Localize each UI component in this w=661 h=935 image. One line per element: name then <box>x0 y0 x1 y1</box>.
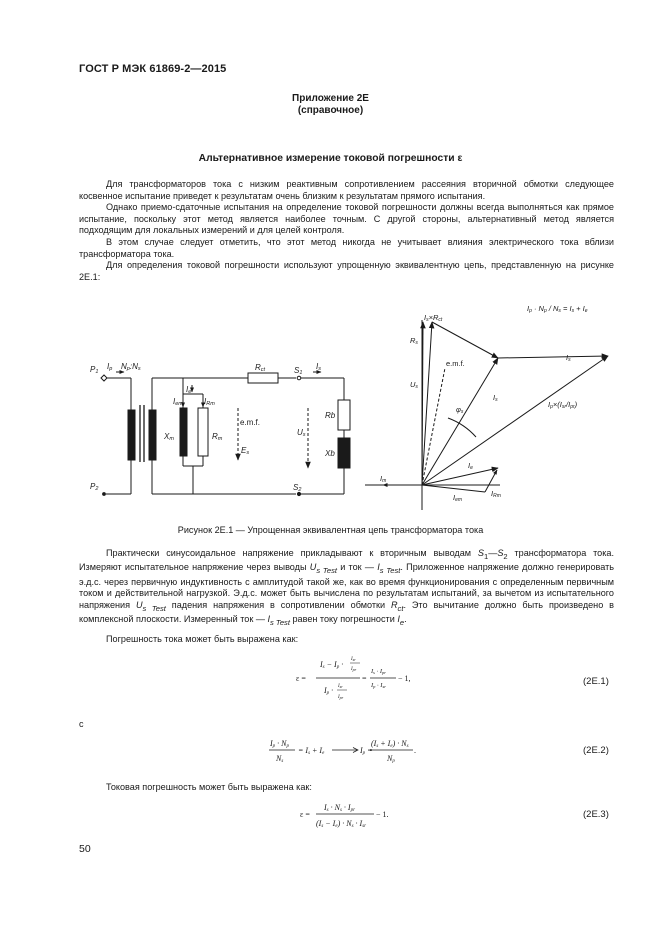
label-emf: e.m.f. <box>240 418 261 427</box>
vector-label-rs: Rs <box>410 336 418 346</box>
intro-paragraph-2: Однако приемо-сдаточные испытания на определение токовой погрешности должны всегда выполняться как прямое испытание, поскольку этот метод является наиболее точным. С другой стороны, альтернативный метод является подходящим для локальных измерений и для целей контроля. <box>79 202 614 236</box>
page-number: 50 <box>79 843 91 855</box>
equation-2e2-number: (2Е.2) <box>583 745 609 756</box>
terminal-s1-icon <box>297 376 301 380</box>
label-ip: Ip <box>107 362 113 372</box>
equation-2e3-number: (2Е.3) <box>583 809 609 820</box>
body-paragraph-6: Погрешность тока может быть выражена как: <box>106 634 299 644</box>
annex-type: (справочное) <box>297 105 364 116</box>
label-s1: S1 <box>294 366 303 376</box>
label-rb: Rb <box>325 411 336 420</box>
svg-text:(Is + Ie) · Ns: (Is + Ie) · Ns <box>371 739 409 749</box>
resistor-rct <box>248 373 278 383</box>
intro-paragraph-4: Для определения токовой погрешности используют упрощенную эквивалентную цепь, представленную на рисунке 2Е.1: <box>79 260 614 282</box>
svg-text:Is · Ipr: Is · Ipr <box>371 668 386 675</box>
svg-text:Ipr: $I_{pr}$ <box>338 695 344 700</box>
magnetizing-reactance-xm <box>180 408 187 456</box>
label-xm: Xm <box>164 432 174 442</box>
document-header: ГОСТ Р МЭК 61869-2—2015 <box>79 63 227 75</box>
section-heading: Альтернативное измерение токовой погрешности ε <box>198 153 463 164</box>
terminal-p2-icon <box>103 493 106 496</box>
vector-formula: Ip · Np / Ns = Is + Ie <box>527 304 588 314</box>
label-es: Es <box>241 446 250 456</box>
vector-label-ie: Ie <box>468 461 473 471</box>
label-p1: P1 <box>90 365 99 375</box>
svg-text:Ipr: $I_{pr}$ <box>351 667 357 672</box>
circuit-diagram <box>101 372 350 496</box>
vector-label-im: Im <box>380 474 387 484</box>
vector-diagram <box>365 320 608 510</box>
svg-text:Ip · Np: Ip · Np <box>270 739 290 749</box>
figure-caption: Рисунок 2Е.1 — Упрощенная эквивалентная цепь трансформатора тока <box>177 525 484 535</box>
circuit-labels <box>90 362 336 493</box>
svg-text:Ns: Ns <box>276 754 284 764</box>
label-s2: S2 <box>293 483 302 493</box>
equation-2e1 <box>290 650 420 708</box>
intro-paragraph-3: В этом случае следует отметить, что этот метод никогда не учитывает влияния электрического тока вблизи трансформатора тока. <box>79 236 614 259</box>
vector-label-phi: φs <box>456 405 464 415</box>
vector-labels <box>380 304 588 503</box>
label-xb: Xb <box>325 449 335 458</box>
svg-text:.: . <box>414 746 416 755</box>
svg-text:ε =: ε = <box>300 810 310 819</box>
vector-label-irm: IRm <box>491 489 501 499</box>
svg-text:= Is + Ie: = Is + Ie <box>298 746 325 756</box>
svg-text:Is − Ip ·: Is − Ip · <box>320 660 344 670</box>
svg-text:ε =: ε = <box>296 674 306 683</box>
equivalent-circuit-figure <box>0 290 661 515</box>
label-turns-ratio: Np:Ns <box>121 362 141 372</box>
intro-text <box>79 179 614 283</box>
label-iem: Iem <box>173 397 183 407</box>
svg-text:(Is − Ie) · Ns · Isr: (Is − Ie) · Ns · Isr <box>316 819 367 829</box>
label-irm: IRm <box>204 397 215 407</box>
svg-text:Isr: $I_{sr}$ <box>351 657 356 662</box>
svg-text:Is · Ns · Ipr: Is · Ns · Ipr <box>324 803 356 813</box>
intro-paragraph-1: Для трансформаторов тока с низким реактивным сопротивлением рассеяния вторичной обмотки следующее косвенное испытание приведет к результатам очень близким к результатам прямого испытания. <box>79 179 614 201</box>
equation-2e1-number: (2Е.1) <box>583 676 609 687</box>
burden-reactance-xb <box>338 438 350 468</box>
equation-2e3 <box>296 798 406 834</box>
vector-label-emf: e.m.f. <box>446 359 465 368</box>
vector-label-is-right: Is <box>566 353 571 363</box>
svg-text:Np: Np <box>387 754 395 764</box>
svg-text:− 1,: − 1, <box>398 674 411 683</box>
vector-label-ip-scaled: Ip×(Isr/Ipr) <box>548 400 578 410</box>
label-rct: Rct <box>255 363 266 373</box>
label-is-top: Is <box>316 362 321 372</box>
label-rm: Rm <box>212 432 223 442</box>
primary-winding <box>128 410 135 460</box>
svg-text:Isr: $I_{sr}$ <box>338 684 343 689</box>
svg-text:Ip =: Ip = <box>360 746 373 756</box>
vector-label-iem: Iem <box>453 493 463 503</box>
body-paragraph-5: Практически синусоидальное напряжение прикладывают к вторичным выводам $S_1—S_2$ трансформатора тока. Измеряют испытательное напряжение через выводы $U_{s Test}$ и ток — $I_{s Test}$. Приложенное напряжение должно генерировать э.д.с. через первичную индуктивность с амплитудой такой же, как во время функционирования с определенным первичным током и действительной нагрузкой. Э.д.с. может быть вычислена по результатам испытаний, за вычетом из испытательного напряжения $U_{s Test}$ падения напряжения в сопротивлении обмотки $R_{ct}$. Это вычитание должно быть произведено в комплексной плоскости. Измеренный ток — $I_{s Test}$ равен току погрешности $I_e$. <box>79 548 615 628</box>
equation-2e2 <box>265 734 425 770</box>
label-p2: P2 <box>90 482 99 492</box>
svg-text:− 1.: − 1. <box>376 810 389 819</box>
annex-title: Приложение 2Е <box>292 93 369 104</box>
secondary-winding <box>149 410 156 460</box>
burden-resistor-rb <box>338 400 350 430</box>
magnetizing-resistance-rm <box>198 408 208 456</box>
vector-label-is-rct: Is×Rct <box>424 313 443 323</box>
terminal-p1-icon <box>101 375 107 381</box>
conjunction-c: с <box>79 719 84 729</box>
body-paragraph-7: Токовая погрешность может быть выражена как: <box>106 782 312 792</box>
svg-text:Ip · Isr: Ip · Isr <box>371 682 386 689</box>
vector-label-is: Is <box>493 393 498 403</box>
label-ie: Ie <box>186 385 192 395</box>
label-us: Us <box>297 428 306 438</box>
svg-text:Ip ·: Ip · <box>324 686 334 696</box>
vector-label-us: Us <box>410 380 418 390</box>
svg-text:=: = <box>362 674 367 683</box>
